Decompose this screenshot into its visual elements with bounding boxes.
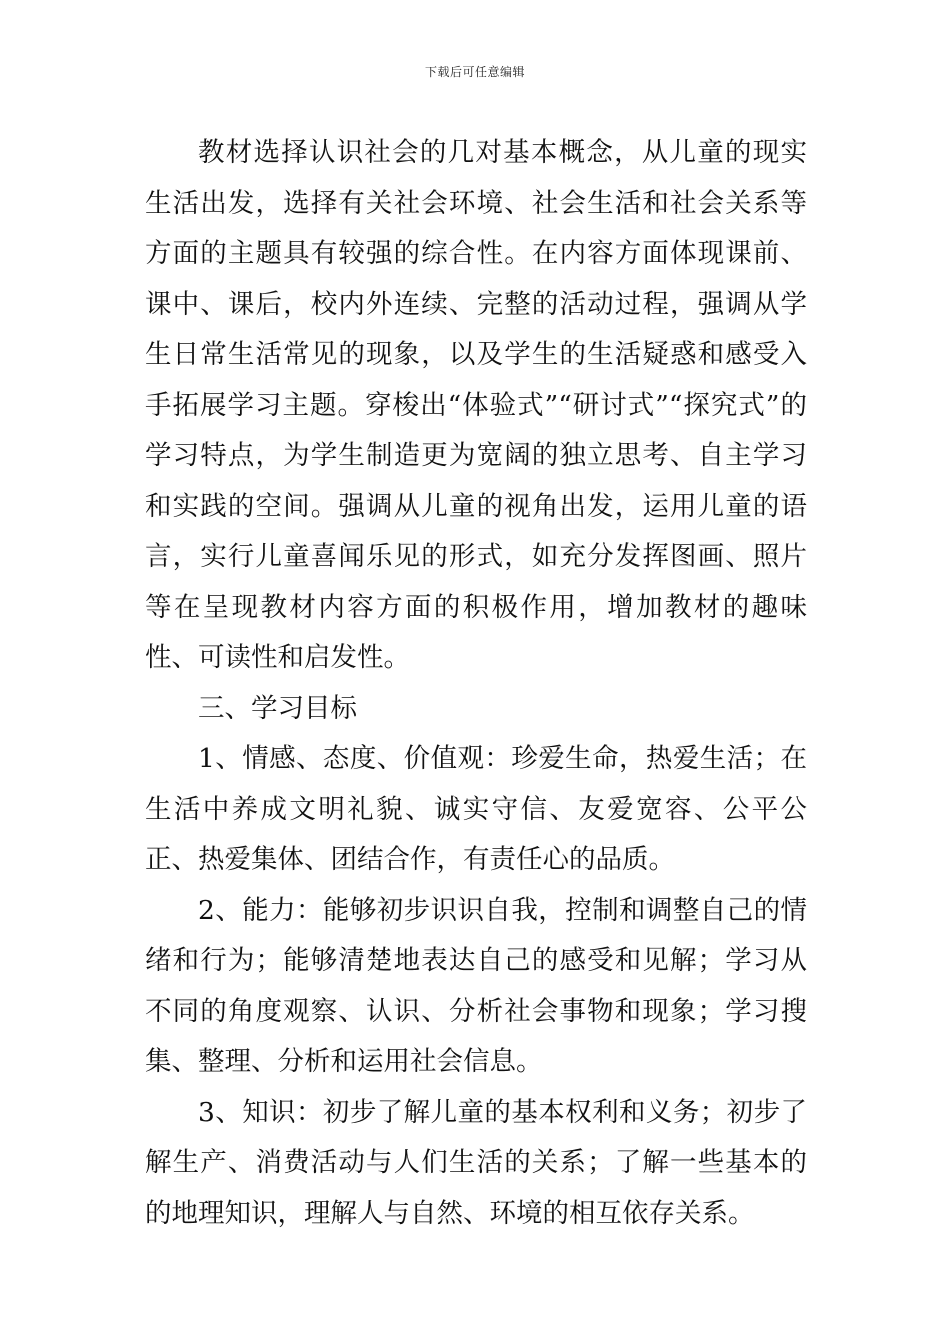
paragraph-goal-emotion: 1、情感、态度、价值观：珍爱生命，热爱生活；在生活中养成文明礼貌、诚实守信、友爱宽容、公平公正、热爱集体、团结合作，有责任心的品质。: [145, 743, 807, 875]
page-header: 下载后可任意编辑: [424, 65, 525, 79]
paragraph-goal-knowledge: 3、知识：初步了解儿童的基本权利和义务；初步了解生产、消费活动与人们生活的关系；了解一些基本的的地理知识，理解人与自然、环境的相互依存关系。: [145, 1096, 807, 1229]
document-body: [145, 128, 807, 1239]
paragraph-textbook-description: 教材选择认识社会的几对基本概念，从儿童的现实生活出发，选择有关社会环境、社会生活和社会关系等方面的主题具有较强的综合性。在内容方面体现课前、课中、课后，校内外连续、完整的活动过程，强调从学生日常生活常见的现象，以及学生的生活疑惑和感受入手拓展学习主题。穿梭出“体验式”“研讨式”“探究式”的学习特点，为学生制造更为宽阔的独立思考、自主学习和实践的空间。强调从儿童的视角出发，运用儿童的语言，实行儿童喜闻乐见的形式，如充分发挥图画、照片等在呈现教材内容方面的积极作用，增加教材的趣味性、可读性和启发性。: [145, 137, 807, 673]
section-heading-learning-goals: 三、学习目标: [198, 692, 357, 724]
paragraph-goal-ability: 2、能力：能够初步识识自我，控制和调整自己的情绪和行为；能够清楚地表达自己的感受和见解；学习从不同的角度观察、认识、分析社会事物和现象；学习搜集、整理、分析和运用社会信息。: [145, 894, 807, 1077]
